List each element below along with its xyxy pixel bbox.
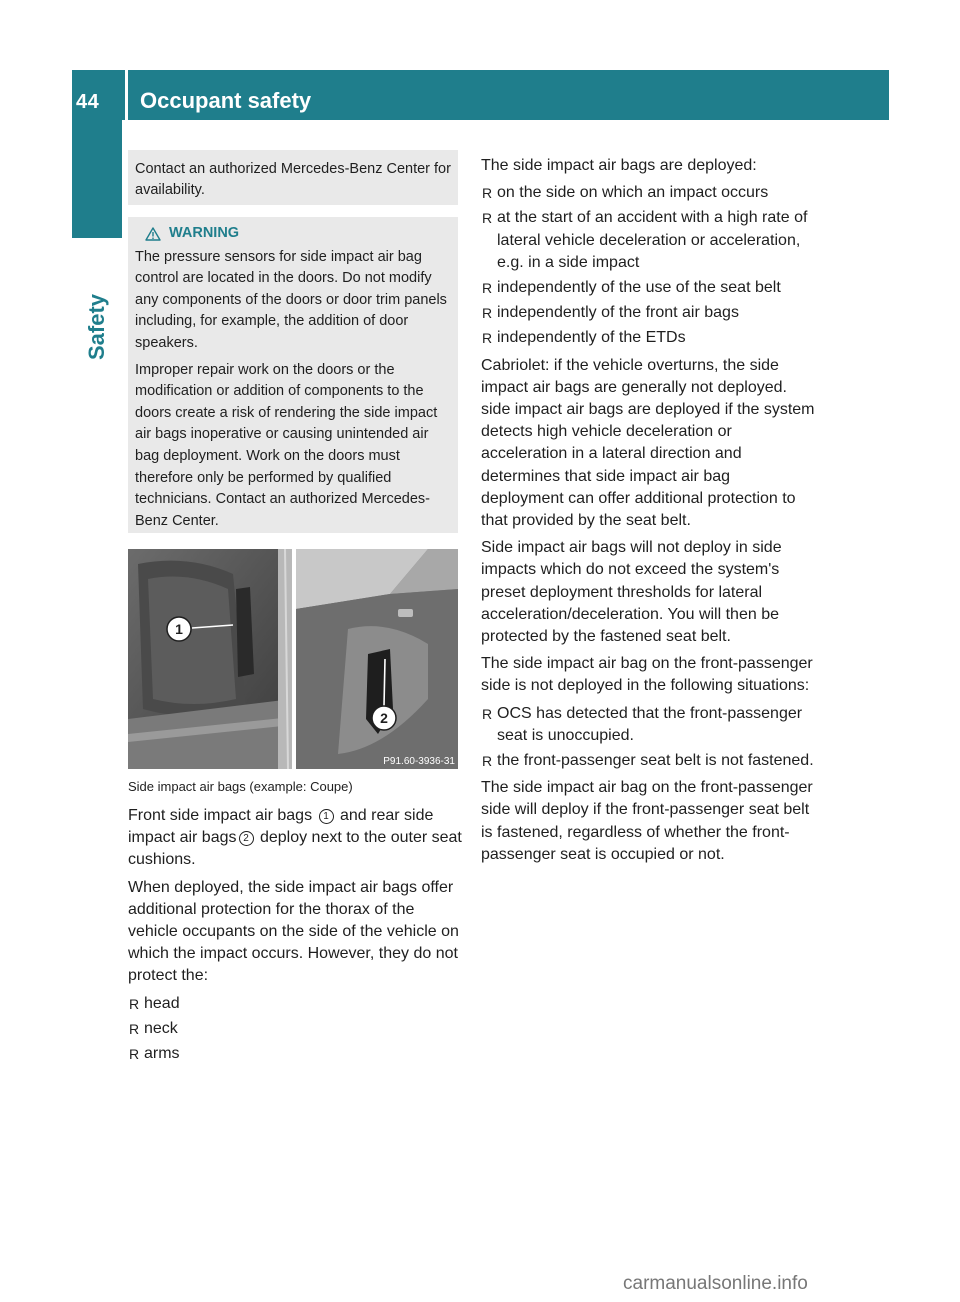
list-item: R neck xyxy=(129,1019,178,1037)
right-column xyxy=(481,155,815,871)
deployment-conditions-list xyxy=(481,182,815,349)
list-item: R independently of the use of the seat belt xyxy=(482,279,781,297)
warning-label: WARNING xyxy=(169,225,240,241)
not-deployed-paragraph: The side impact air bag on the front-passenger side is not deployed in the following situations: xyxy=(481,655,813,695)
not-protected-list xyxy=(128,993,462,1066)
callout-2-ref: 2 xyxy=(239,831,254,846)
list-item: R arms xyxy=(129,1045,180,1063)
list-item: R independently of the front air bags xyxy=(482,304,739,322)
callout-1-label: 1 xyxy=(175,621,183,637)
callout-1-ref: 1 xyxy=(319,809,334,824)
page-title: Occupant safety xyxy=(140,88,312,113)
callout-2-label: 2 xyxy=(380,710,388,726)
section-label: Safety xyxy=(84,293,109,360)
airbag-intro-paragraph: Front side impact air bags 1 and rear side impact air bags 2 deploy next to the outer seat cushions. xyxy=(128,807,462,869)
contact-note-box xyxy=(128,150,458,205)
side-tab-block xyxy=(72,120,122,238)
watermark-text: carmanualsonline.info xyxy=(623,1273,808,1294)
left-column xyxy=(128,805,462,1070)
warning-paragraph-2: Improper repair work on the doors or the modification or addition of components to the doors create a risk of rendering the side impact air bags inoperative or causing unintended air bag deployment. Work on the doors must therefore only be performed by qualified technicians. Contact an authorized Mercedes-Benz Center. xyxy=(135,361,438,529)
page-number: 44 xyxy=(76,91,100,113)
warning-triangle-icon xyxy=(145,227,161,241)
list-item: R the front-passenger seat belt is not fastened. xyxy=(482,752,814,770)
warning-box xyxy=(128,217,458,533)
list-item: R on the side on which an impact occurs xyxy=(482,184,769,202)
list-item: R at the start of an accident with a high rate of lateral vehicle deceleration or acceleration, e.g. in a side impact xyxy=(482,209,808,271)
warning-paragraph-1: The pressure sensors for side impact air bag control are located in the doors. Do not modify any components of the doors or door trim panels including, for example, the addition of door speakers. xyxy=(135,248,447,351)
airbag-protection-paragraph: When deployed, the side impact air bags offer additional protection for the thorax of the vehicle occupants on the side of the vehicle on which the impact occurs. However, they do not protect the: xyxy=(128,878,459,985)
figure-caption: Side impact air bags (example: Coupe) xyxy=(128,779,353,794)
list-item: R OCS has detected that the front-passenger seat is unoccupied. xyxy=(482,704,803,744)
not-deployed-list xyxy=(481,703,815,773)
cabriolet-paragraph: Cabriolet: if the vehicle overturns, the side impact air bags are generally not deployed. side impact air bags are deployed if the system detects high vehicle deceleration or acceleration in a lateral direction and determines that side impact air bag deployment can offer additional protection to that provided by the seat belt. xyxy=(481,356,815,530)
thresholds-paragraph: Side impact air bags will not deploy in side impacts which do not exceed the system's preset deployment thresholds for lateral acceleration/deceleration. You will then be protected by the fastened seat belt. xyxy=(481,539,782,646)
figure-code: P91.60-3936-31 xyxy=(383,756,455,767)
contact-note-text: Contact an authorized Mercedes-Benz Center for availability. xyxy=(135,161,451,198)
warning-heading xyxy=(145,223,451,245)
deployment-intro: The side impact air bags are deployed: xyxy=(481,157,757,174)
seat-and-door-illustration xyxy=(128,549,458,769)
list-item: R independently of the ETDs xyxy=(482,329,686,347)
side-airbag-figure xyxy=(128,549,458,769)
list-item: R head xyxy=(129,994,180,1012)
will-deploy-paragraph: The side impact air bag on the front-passenger side will deploy if the front-passenger seat belt is fastened, regardless of whether the front-passenger seat is occupied or not. xyxy=(481,779,813,863)
header-divider xyxy=(125,70,128,120)
